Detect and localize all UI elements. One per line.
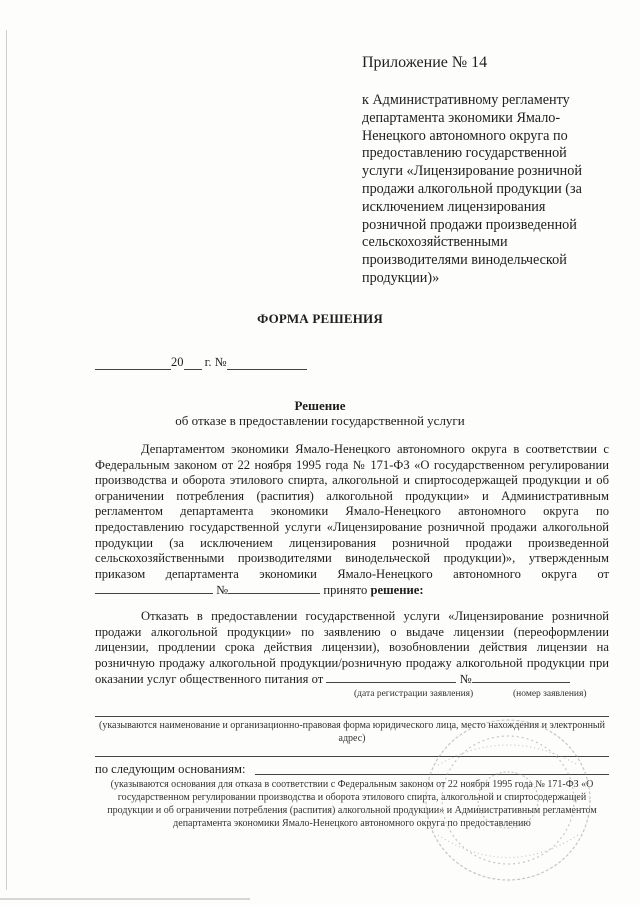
year-blank [184,357,202,370]
year-suffix: г. № [204,355,227,369]
date-blank [95,357,171,370]
organization-hint: (указываются наименование и организационно-правовая форма юридического лица, место нахождения и электронный адрес) [98,720,605,744]
paragraph-basis-text: Департаментом экономики Ямало-Ненецкого автономного округа в соответствии с Федеральным законом от 22 ноября 1995 года № 171-ФЗ «О государственном регулировании производства и оборота этилового спирта, алкогольной и спиртосодержащей продукции и об ограничении потребления (распития) алкогольной продукции» и Административным регламентом департамента экономики Ямало-Ненецкого автономного округа по предоставлению государственной услуги «Лицензирование розничной продажи алкогольной продукции (за исключением лицензирования розничной продажи произведенной сельскохозяйственными производителями винодельческой продукции)», утвержденным приказом департамента экономики Ямало-Ненецкого автономного округа от [95,442,609,581]
scan-edge-left [6,30,7,890]
order-number-blank [228,582,320,594]
paragraph-basis [95,442,609,599]
accepted-word: принято [323,583,368,598]
application-number-blank [472,671,570,683]
grounds-label: по следующим основаниям: [95,762,246,776]
decision-number-blank [227,357,307,370]
stamp-seal-icon [398,705,618,895]
year-prefix: 20 [171,355,184,369]
order-date-blank [95,582,213,594]
form-title: ФОРМА РЕШЕНИЯ [257,311,383,326]
scan-edge-bottom [0,898,250,900]
decision-title: Решение [294,398,346,413]
application-date-blank [326,671,456,683]
appendix-title: Приложение № 14 [362,54,488,71]
date-number-line [95,355,307,370]
application-number-sign: № [459,672,472,687]
decision-subtitle: об отказе в предоставлении государственной услуги [175,413,465,428]
paragraph-refusal [95,609,609,688]
decision-word: решение: [370,583,424,598]
grounds-hint: (указываются основания для отказа в соответствии с Федеральным законом от 22 ноября 1995 года № 171-ФЗ «О государственном регулировании производства и оборота этилового спирта, алкогольной и спиртосодержащей продукции и об ограничении потребления (распития) алкогольной продукции» и Административным регламентом департамента экономики Ямало-Ненецкого автономного округа по предоставлению [107,779,597,829]
application-number-hint: (номер заявления) [513,689,587,699]
appendix-reference: к Административному регламенту департамента экономики Ямало-Ненецкого автономного округа по предоставлению государственной услуги «Лицензирование розничной продажи алкогольной продукции (за исключением лицензирования розничной продажи произведенной сельскохозяйственными производителями винодельческой продукции)» [362,92,582,286]
registration-date-hint: (дата регистрации заявления) [354,689,474,699]
paragraph-refusal-text: Отказать в предоставлении государственной услуги «Лицензирование розничной продажи алкогольной продукции» по заявлению о выдаче лицензии (переоформлении лицензии, продлении срока действия лицензии), возобновлении действия лицензии на розничную продажу алкогольной продукции/розничную продажу алкогольной продукции при оказании услуг общественного питания от [95,609,609,687]
order-number-sign: № [216,583,229,598]
